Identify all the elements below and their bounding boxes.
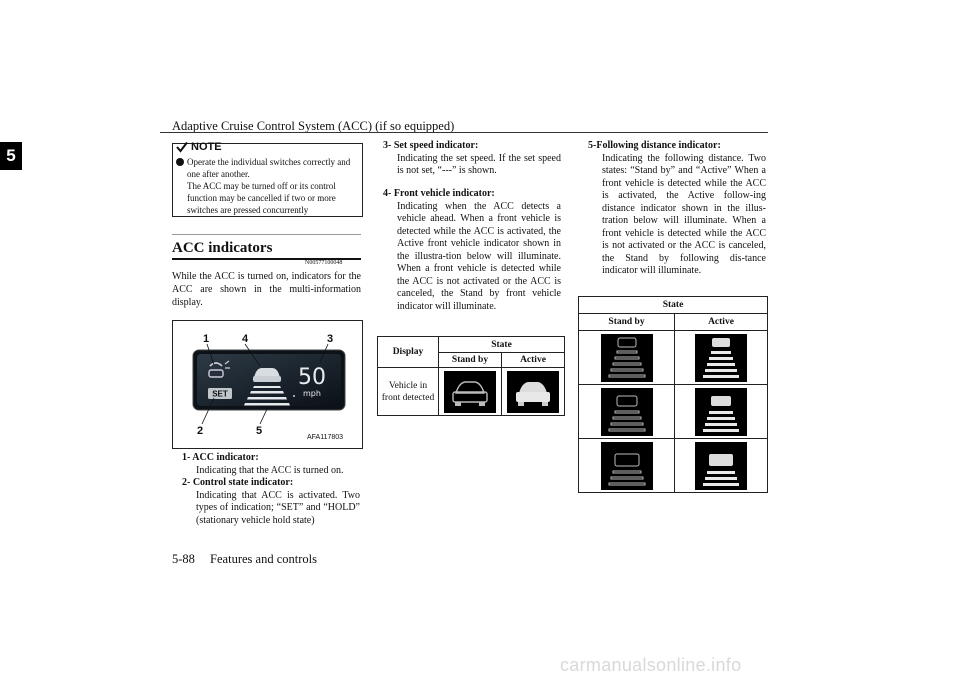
active-distance-long-icon <box>695 334 747 382</box>
note-label <box>176 141 222 153</box>
list-item <box>182 477 360 527</box>
note-line: Operate the individual switches correctly and <box>187 157 351 167</box>
note-line: one after another. <box>187 169 250 179</box>
note-text <box>176 156 359 216</box>
standby-distance-cell <box>579 385 675 439</box>
table-header-active: Active <box>675 314 768 331</box>
set-speed-unit: mph <box>303 389 321 398</box>
note-line: switches are pressed concurrently <box>187 205 309 215</box>
active-front-vehicle-cell <box>502 368 565 416</box>
active-distance-cell <box>675 331 768 385</box>
table-row-label: Vehicle in front detected <box>378 368 439 416</box>
header-rule <box>160 132 768 133</box>
standby-distance-cell <box>579 331 675 385</box>
table-header-standby: Stand by <box>579 314 675 331</box>
set-speed-value: 50 <box>298 365 326 390</box>
standby-distance-cell <box>579 439 675 493</box>
list-item <box>588 140 766 278</box>
callout-2: 2 <box>197 425 204 437</box>
footer-section: Features and controls <box>210 552 317 566</box>
callout-3: 3 <box>327 333 334 345</box>
active-distance-cell <box>675 439 768 493</box>
callout-5: 5 <box>256 425 263 437</box>
set-badge-text: SET <box>212 389 228 399</box>
following-distance-table <box>578 296 768 493</box>
watermark: carmanualsonline.info <box>560 655 742 675</box>
page-header-title: Adaptive Cruise Control System (ACC) (if so equipped) <box>172 119 455 133</box>
list-item <box>182 452 360 477</box>
page-footer <box>172 552 329 567</box>
list-item-label: 5-Following distance indicator: <box>588 140 721 151</box>
list-item-desc: Indicating the set speed. If the set speed is not set, “---” is shown. <box>397 152 561 176</box>
list-item <box>383 140 561 178</box>
standby-distance-long-icon <box>601 334 653 382</box>
front-vehicle-table <box>377 336 565 416</box>
indicator-dot <box>293 395 295 397</box>
list-item-desc: Indicating when the ACC detects a vehicle ahead. When a front vehicle is detected while the ACC is activated, the Active front vehicle indicator shown in the illustra-tion below will illuminate. When a front vehicle is detected while the ACC is not activated or the ACC is canceled, the Stand by front vehicle indicator will illuminate. <box>397 200 561 312</box>
table-header-state: State <box>439 337 565 353</box>
list-item-desc: Indicating that ACC is activated. Two types of indication; “SET” and “HOLD” (stationary vehicle hold state) <box>196 489 360 526</box>
active-distance-short-icon <box>695 442 747 490</box>
note-line: function may be cancelled if two or more <box>187 193 336 203</box>
list-item <box>383 188 561 313</box>
note-label-text: NOTE <box>191 141 222 153</box>
table-header-display: Display <box>378 337 439 368</box>
chapter-tab: 5 <box>0 142 22 170</box>
standby-front-vehicle-icon <box>444 371 496 413</box>
figure-code: AFA117803 <box>307 434 344 441</box>
table-header-active: Active <box>502 353 565 368</box>
note-check-icon <box>176 141 188 153</box>
list-item-desc: Indicating the following distance. Two states: “Stand by” and “Active” When a front vehicle is detected while the ACC is activated, the Active follow-ing distance indicator shown in the illus-tration below will illuminate. When a front vehicle is detected while the ACC is not activated or the ACC is canceled, the Stand by following dis-tance indicator will illuminate. <box>602 152 766 276</box>
table-header-standby: Stand by <box>439 353 502 368</box>
list-item-label: 2- Control state indicator: <box>182 477 294 488</box>
section-rule-top <box>172 234 361 235</box>
list-item-label: 3- Set speed indicator: <box>383 140 479 151</box>
multi-information-display-figure <box>190 330 350 435</box>
standby-distance-medium-icon <box>601 388 653 436</box>
section-intro: While the ACC is turned on, indicators for the ACC are shown in the multi-information display. <box>172 271 361 308</box>
table-header-state: State <box>579 297 768 314</box>
active-front-vehicle-icon <box>507 371 559 413</box>
list-item-label: 4- Front vehicle indicator: <box>383 188 495 199</box>
section-title: ACC indicators <box>172 240 273 256</box>
callout-4: 4 <box>242 333 249 345</box>
callout-1: 1 <box>203 333 210 345</box>
list-item-desc: Indicating that the ACC is turned on. <box>196 464 344 476</box>
active-distance-medium-icon <box>695 388 747 436</box>
section-code: N00577100048 <box>305 260 343 266</box>
standby-front-vehicle-cell <box>439 368 502 416</box>
note-line: The ACC may be turned off or its control <box>187 181 336 191</box>
active-distance-cell <box>675 385 768 439</box>
page-number: 5-88 <box>172 552 195 566</box>
standby-distance-short-icon <box>601 442 653 490</box>
list-item-label: 1- ACC indicator: <box>182 452 259 463</box>
bullet-icon <box>176 158 184 166</box>
